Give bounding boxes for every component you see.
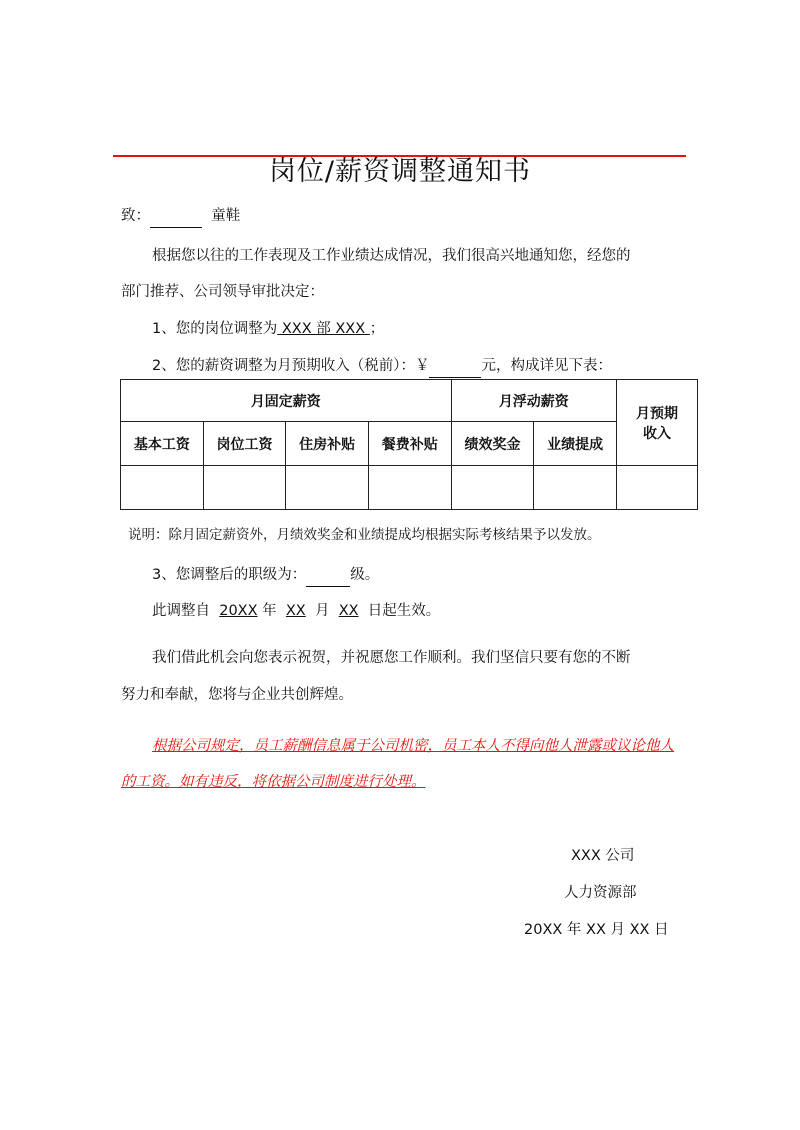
recipient-blank	[150, 205, 202, 228]
position-adjust-label: 1、您的岗位调整为	[152, 321, 278, 337]
col-performance-bonus: 绩效奖金	[451, 422, 534, 466]
position-suffix: ；	[369, 321, 385, 337]
col-base-salary: 基本工资	[121, 422, 204, 466]
salary-adjust-suffix: 元，构成详见下表：	[481, 358, 612, 374]
department-name: 人力资源部	[564, 885, 637, 901]
table-note: 说明：除月固定薪资外，月绩效奖金和业绩提成均根据实际考核结果予以发放。	[128, 527, 601, 543]
grade-label: 3、您调整后的职级为：	[152, 567, 307, 583]
recipient-prefix: 致：	[121, 208, 150, 224]
position-adjust-line	[152, 318, 384, 340]
table-cell	[368, 466, 451, 510]
table-cell	[203, 466, 286, 510]
col-position-salary: 岗位工资	[203, 422, 286, 466]
effective-year: 20XX	[219, 603, 258, 619]
salary-adjust-line	[152, 355, 612, 378]
salary-amount-blank	[429, 355, 481, 378]
grade-blank	[306, 564, 350, 587]
document-title: 岗位/薪资调整通知书	[268, 156, 532, 187]
table-cell	[534, 466, 617, 510]
floating-salary-header: 月浮动薪资	[451, 380, 616, 422]
recipient-name: 童鞋	[211, 208, 241, 224]
effective-month: XX	[285, 603, 306, 619]
table-cell	[286, 466, 369, 510]
effective-day: XX	[338, 603, 359, 619]
table-cell	[121, 466, 204, 510]
grade-suffix: 级。	[350, 567, 380, 583]
intro-line-2: 部门推荐、公司领导审批决定：	[121, 284, 324, 300]
col-commission: 业绩提成	[534, 422, 617, 466]
effective-prefix: 此调整自	[152, 603, 210, 619]
salary-adjust-label: 2、您的薪资调整为月预期收入（税前）：￥	[152, 358, 430, 374]
effective-date-line: 此调整自 20XX 年 XX 月 XX 日起生效。	[152, 603, 441, 619]
confidentiality-warning-line-1: 根据公司规定，员工薪酬信息属于公司机密，员工本人不得向他人泄露或议论他人	[152, 738, 674, 754]
confidentiality-warning-line-2: 的工资。如有违反，将依据公司制度进行处理。	[121, 774, 426, 790]
fixed-salary-header: 月固定薪资	[121, 380, 452, 422]
grade-line	[152, 564, 379, 587]
monthly-expected-income-header: 月预期 收入	[617, 380, 698, 466]
salary-table	[120, 379, 698, 510]
col-meal-allowance: 餐费补贴	[368, 422, 451, 466]
closing-line-1: 我们借此机会向您表示祝贺，并祝愿您工作顺利。我们坚信只要有您的不断	[152, 650, 631, 666]
table-row	[121, 466, 698, 510]
company-name: XXX 公司	[571, 848, 635, 864]
signature-date: 20XX 年 XX 月 XX 日	[524, 922, 669, 938]
table-cell	[451, 466, 534, 510]
recipient-line	[121, 205, 240, 228]
col-housing-allowance: 住房补贴	[286, 422, 369, 466]
closing-line-2: 努力和奉献，您将与企业共创辉煌。	[121, 687, 353, 703]
table-cell	[617, 466, 698, 510]
intro-line-1: 根据您以往的工作表现及工作业绩达成情况，我们很高兴地通知您，经您的	[152, 248, 631, 264]
position-value: XXX 部 XXX	[277, 321, 370, 337]
